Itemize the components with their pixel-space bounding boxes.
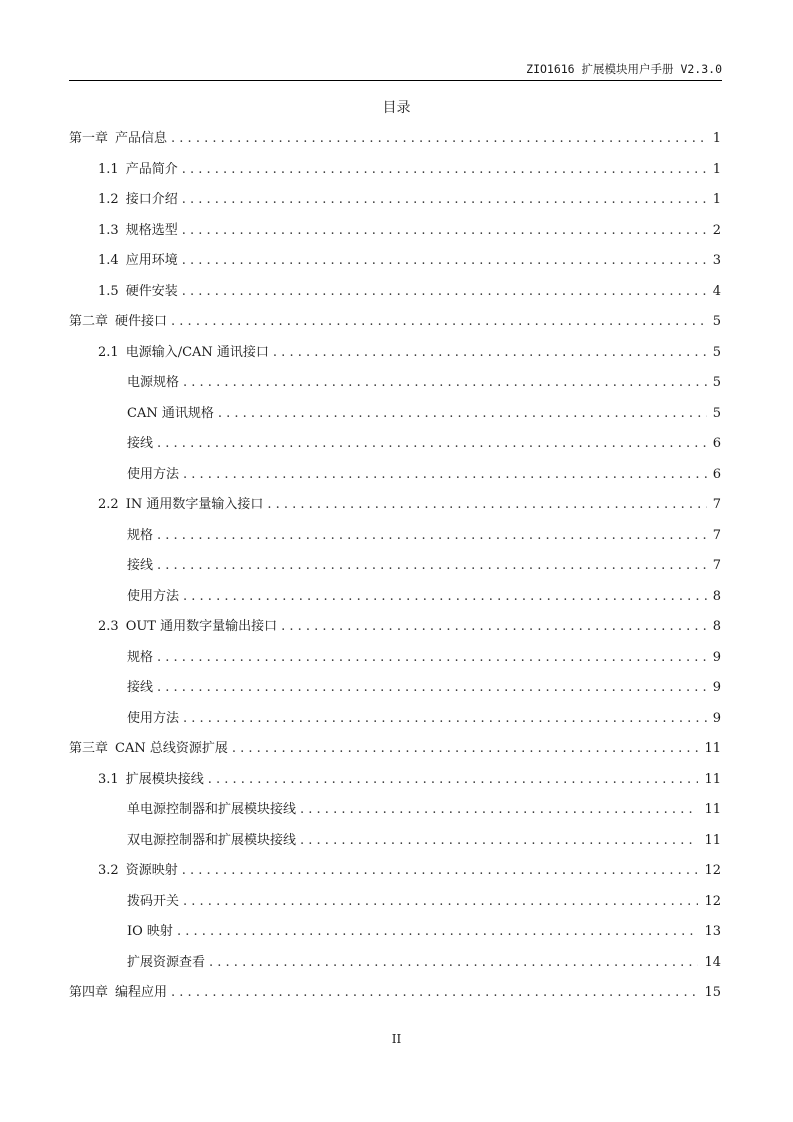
- toc-entry-number: 第二章: [69, 314, 109, 329]
- dot-leader: [157, 429, 707, 460]
- toc-entry-number: 1.2: [98, 192, 119, 207]
- toc-entry-number: 1.5: [98, 283, 119, 299]
- dot-leader: [177, 917, 699, 948]
- header-title: ZIO1616 扩展模块用户手册 V2.3.0: [526, 62, 722, 76]
- toc-entry-label: IN 通用数字量输入接口: [125, 497, 264, 512]
- toc-entry-page: 5: [712, 405, 721, 421]
- dot-leader: [183, 460, 707, 491]
- toc-entry-label: 规格选型: [125, 222, 178, 238]
- toc-entry[interactable]: [69, 216, 721, 247]
- toc-entry-label: 使用方法: [127, 588, 180, 604]
- toc-entry-label: CAN 通讯规格: [127, 405, 214, 421]
- dot-leader: [218, 399, 707, 430]
- toc-entry-page: 7: [712, 558, 721, 573]
- toc-entry-number: 2.3: [98, 619, 119, 634]
- toc-entry[interactable]: [69, 490, 721, 521]
- dot-leader: [182, 246, 707, 277]
- dot-leader: [273, 338, 707, 369]
- dot-leader: [208, 765, 699, 796]
- toc-entry-page: 6: [712, 436, 721, 451]
- dot-leader: [182, 185, 707, 216]
- dot-leader: [183, 582, 707, 613]
- toc-entry-page: 15: [704, 985, 721, 1000]
- toc-entry[interactable]: [69, 673, 721, 704]
- toc-entry-number: 3.1: [98, 771, 119, 787]
- toc-entry-label: 应用环境: [125, 253, 178, 268]
- dot-leader: [157, 643, 707, 674]
- toc-entry[interactable]: [69, 887, 721, 918]
- toc-entry-number: 第三章: [69, 741, 109, 756]
- toc-entry-label: 使用方法: [127, 710, 180, 726]
- toc-entry-label: CAN 总线资源扩展: [115, 741, 228, 756]
- toc-entry-label: 单电源控制器和扩展模块接线: [127, 802, 297, 817]
- toc-entry-page: 9: [712, 649, 721, 665]
- toc-entry-page: 11: [704, 832, 721, 848]
- toc-entry[interactable]: [69, 521, 721, 552]
- toc-title: 目录: [382, 100, 411, 116]
- toc-entry-label: 双电源控制器和扩展模块接线: [127, 832, 297, 848]
- toc-entry-page: 11: [704, 741, 721, 756]
- toc-entry-page: 4: [712, 283, 721, 299]
- toc-entry-label: IO 映射: [127, 924, 173, 939]
- toc-entry-page: 7: [712, 527, 721, 543]
- toc-entry[interactable]: [69, 246, 721, 277]
- toc-entry-page: 1: [712, 161, 721, 177]
- toc-entry-label: 接线: [127, 680, 154, 695]
- toc-entry-page: 11: [704, 771, 721, 787]
- dot-leader: [281, 612, 707, 643]
- toc-entry-page: 7: [712, 497, 721, 512]
- toc-entry[interactable]: [69, 155, 721, 186]
- toc-entry-label: 拨码开关: [127, 893, 180, 909]
- toc-entry[interactable]: [69, 460, 721, 491]
- toc-entry-number: 3.2: [98, 863, 119, 878]
- toc-entry-label: OUT 通用数字量输出接口: [125, 619, 278, 634]
- toc-entry-page: 3: [712, 253, 721, 268]
- toc-entry-page: 8: [712, 619, 721, 634]
- toc-entry-label: 接口介绍: [125, 192, 178, 207]
- dot-leader: [171, 307, 707, 338]
- toc-entry-label: 硬件接口: [115, 314, 168, 329]
- toc-entry[interactable]: [69, 734, 721, 765]
- dot-leader: [182, 856, 699, 887]
- dot-leader: [157, 521, 707, 552]
- toc-entry-label: 扩展资源查看: [127, 954, 206, 970]
- toc-entry[interactable]: [69, 399, 721, 430]
- toc-entry[interactable]: [69, 643, 721, 674]
- toc-entry-label: 规格: [127, 527, 154, 543]
- page-header: [69, 58, 722, 81]
- toc-entry-label: 编程应用: [115, 985, 168, 1000]
- toc-entry-page: 2: [712, 222, 721, 238]
- toc-entry-page: 1: [712, 131, 721, 146]
- dot-leader: [182, 277, 707, 308]
- toc-entry-page: 9: [712, 680, 721, 695]
- toc-entry[interactable]: [69, 917, 721, 948]
- toc-entry-number: 第四章: [69, 985, 109, 1000]
- toc-entry[interactable]: [69, 338, 721, 369]
- toc-entry[interactable]: [69, 582, 721, 613]
- toc-entry-label: 产品简介: [125, 161, 178, 177]
- toc-entry[interactable]: [69, 307, 721, 338]
- toc-entry[interactable]: [69, 368, 721, 399]
- toc-entry[interactable]: [69, 826, 721, 857]
- toc-entry-label: 电源输入/CAN 通讯接口: [125, 344, 269, 360]
- toc-entry-page: 11: [704, 802, 721, 817]
- toc-entry-label: 规格: [127, 649, 154, 665]
- toc-entry[interactable]: [69, 948, 721, 979]
- toc-entry-page: 5: [712, 344, 721, 360]
- toc-entry-page: 12: [704, 893, 721, 909]
- toc-entry-label: 接线: [127, 558, 154, 573]
- toc-entry[interactable]: [69, 978, 721, 1009]
- dot-leader: [183, 704, 707, 735]
- toc-entry-page: 8: [712, 588, 721, 604]
- toc-entry-label: 电源规格: [127, 375, 180, 390]
- toc-entry[interactable]: [69, 429, 721, 460]
- dot-leader: [300, 795, 698, 826]
- dot-leader: [182, 216, 707, 247]
- toc-entry-page: 13: [704, 924, 721, 939]
- table-of-contents: [69, 124, 721, 1009]
- dot-leader: [182, 155, 707, 186]
- dot-leader: [300, 826, 698, 857]
- toc-entry-page: 1: [712, 192, 721, 207]
- dot-leader: [232, 734, 699, 765]
- toc-entry-page: 5: [712, 375, 721, 390]
- dot-leader: [267, 490, 706, 521]
- dot-leader: [157, 673, 707, 704]
- toc-entry[interactable]: [69, 551, 721, 582]
- toc-entry-label: 扩展模块接线: [125, 771, 204, 787]
- toc-entry-number: 1.3: [98, 222, 119, 238]
- toc-entry-number: 1.4: [98, 253, 119, 268]
- toc-entry[interactable]: [69, 612, 721, 643]
- dot-leader: [171, 124, 707, 155]
- toc-entry-page: 9: [712, 710, 721, 726]
- toc-entry-page: 5: [712, 314, 721, 329]
- toc-entry[interactable]: [69, 277, 721, 308]
- toc-entry-page: 6: [712, 466, 721, 482]
- dot-leader: [209, 948, 698, 979]
- toc-entry[interactable]: [69, 765, 721, 796]
- page-number: II: [391, 1032, 402, 1046]
- toc-entry[interactable]: [69, 704, 721, 735]
- toc-entry[interactable]: [69, 856, 721, 887]
- toc-entry-label: 使用方法: [127, 466, 180, 482]
- toc-entry-page: 12: [704, 863, 721, 878]
- toc-entry-label: 资源映射: [125, 863, 178, 878]
- toc-entry-number: 1.1: [98, 161, 119, 177]
- dot-leader: [183, 887, 698, 918]
- toc-entry-number: 2.1: [98, 344, 119, 360]
- dot-leader: [171, 978, 698, 1009]
- dot-leader: [183, 368, 707, 399]
- toc-entry-number: 第一章: [69, 131, 109, 146]
- toc-entry-label: 接线: [127, 436, 154, 451]
- dot-leader: [157, 551, 707, 582]
- toc-entry[interactable]: [69, 795, 721, 826]
- toc-entry-label: 产品信息: [115, 131, 168, 146]
- toc-entry-page: 14: [704, 954, 721, 970]
- toc-entry-label: 硬件安装: [125, 283, 178, 299]
- toc-entry[interactable]: [69, 185, 721, 216]
- toc-entry[interactable]: [69, 124, 721, 155]
- toc-entry-number: 2.2: [98, 497, 119, 512]
